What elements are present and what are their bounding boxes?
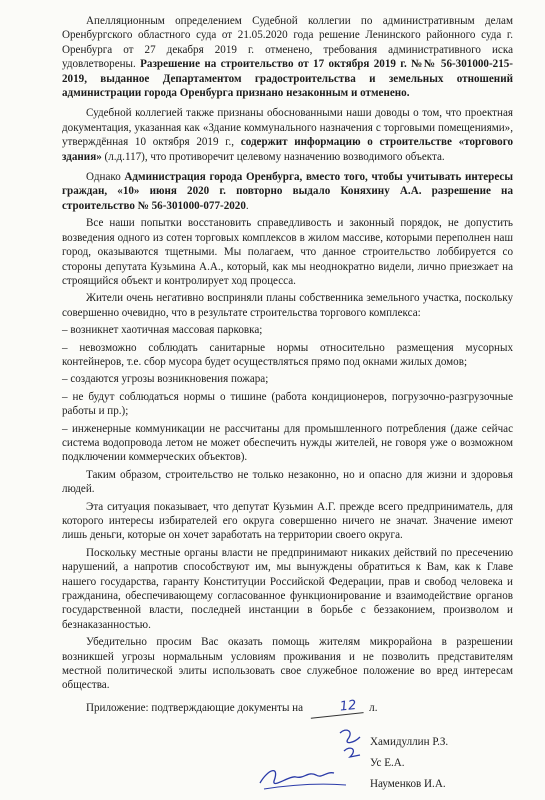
paragraph-appeal-to-head: Поскольку местные органы власти не предпринимают никаких действий по пресечению нарушений, а напротив способствуют им, мы вынуждены обратиться к Вам, как к Главе нашего государства, гаранту Конституции Российской Федерации, прав и свобод человека и гражданина, обеспечивающему согласованное функционирование и взаимодействие органов государственной власти, последней инстанции в борьбе с беззаконием, произволом и безнаказанностью.: [62, 546, 513, 631]
paragraph-appeal-ruling: [62, 14, 513, 100]
bold-text: Администрация города Оренбурга, вместо того, чтобы учитывать интересы граждан, «10» июня 2020 г. повторно выдало Коняхину А.А. разрешение на строительство № 56-301000-077-2020: [62, 171, 513, 212]
text-span: Судебной коллегией также признаны обоснованными наши доводы о том, что проектная документация, указанная как «Здание коммунального назначения с торговыми помещениями», утверждённая 10 октября 2019 г.,: [62, 107, 513, 149]
bold-text: содержит информацию о строительстве «торгового здания»: [62, 136, 513, 163]
paragraph-project-documentation: [62, 106, 513, 164]
paragraph-conclusion: Таким образом, строительство не только незаконно, но и опасно для жизни и здоровья людей.: [62, 468, 513, 496]
signer-name: Хамидуллин Р.З.: [370, 736, 449, 748]
bullet-item: – создаются угрозы возникновения пожара;: [62, 373, 269, 386]
text-span: .: [245, 199, 249, 212]
bullet-item: – инженерные коммуникации не рассчитаны для промышленного потребления (даже сейчас система водопровода летом не может обеспечить нужды жителей, не говоря уже о возможном подключении коммерческих объектов).: [62, 422, 513, 464]
signer-name: Ус Е.А.: [370, 757, 405, 769]
paragraph-repeated-permit: [62, 170, 513, 213]
signer-name: Науменков И.А.: [370, 778, 446, 790]
paragraph-residents-reaction: Жители очень негативно восприняли планы собственника земельного участка, поскольку совершенно очевидно, что в результате строительства торгового комплекса:: [62, 292, 513, 319]
text-span: (л.д.117), что противоречит целевому назначению возводимого объекта.: [101, 150, 445, 163]
attachment-label: Приложение: подтверждающие документы на: [86, 701, 304, 714]
text-span: Апелляционным определением Судебной коллегии по административным делам Оренбургского областного суда от 21.05.2020 года решение Ленинского районного суда г. Оренбурга от 27 декабря 2019 г. отменено, требования административного иска удовлетворены.: [62, 15, 513, 71]
bold-text: Разрешение на строительство от 17 октября 2019 г. №№ 56-301000-215-2019, выданное Департаментом градостроительства и земельных отношений администрации города Оренбурга признано незаконным и отменено.: [62, 58, 513, 100]
bullet-item: – возникнет хаотичная массовая парковка;: [62, 324, 263, 337]
handwritten-page-count: 12: [309, 698, 363, 719]
attachment-suffix: л.: [369, 701, 378, 714]
paragraph-request: Убедительно просим Вас оказать помощь жителям микрорайона в разрешении возникшей угрозы нормальным условиям проживания и не позволить представителям местной политической элиты использовать свое служебное положение во вред интересам общества.: [62, 636, 513, 692]
attachment-line: [62, 697, 513, 716]
bullet-item: – невозможно соблюдать санитарные нормы относительно размещения мусорных контейнеров, т.е. сбор мусора будет осуществляться прямо под окнами жилых домов;: [62, 341, 513, 368]
text-span: Однако: [86, 171, 125, 184]
paragraph-deputy: Эта ситуация показывает, что депутат Кузьмин А.Г. прежде всего предприниматель, для которого интересы избирателей его округа совершенно ничего не значат. Значение имеют лишь деньги, которые он хочет заработать на территории своего округа.: [62, 500, 513, 542]
signatories-list: [370, 732, 448, 795]
handwritten-signatures: [250, 725, 370, 800]
paragraph-lobbying: Все наши попытки восстановить справедливость и законный порядок, не допустить возведения одного из сотен торговых комплексов в жилом массиве, которыми переполнен наш город, оказываются тщетными. Мы полагаем, что данное строительство лоббируется со стороны депутата Кузьмина А.А., который, как мы неоднократно видели, лично приезжает на строящийся объект и контролирует ход процесса.: [62, 217, 513, 287]
bullet-item: – не будут соблюдаться нормы о тишине (работа кондиционеров, погрузочно-разгрузочные работы и пр.);: [62, 390, 513, 418]
